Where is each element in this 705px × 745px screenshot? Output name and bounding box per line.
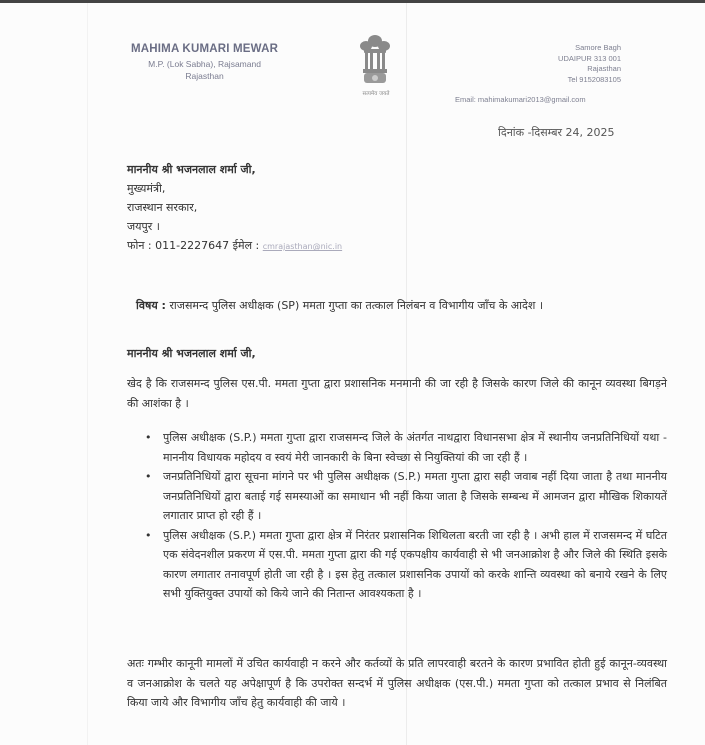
list-item — [143, 428, 667, 467]
list-item-text: जनप्रतिनिधियों द्वारा सूचना मांगने पर भी पुलिस अधीक्षक (S.P.) ममता गुप्ता द्वारा सही जवाब नहीं दिया जाता है तथा माननीय जनप्रतिनिधियों द्वारा बताई गई समस्याओं का समाधान भी नहीं किया जाता है जिसके सम्बन्ध में आमजन द्वारा मौखिक शिकायतें लगातार प्राप्त हो रही हैं । — [163, 470, 667, 522]
recipient-email-link[interactable]: cmrajasthan@nic.in — [262, 242, 343, 251]
fold-line-left — [87, 3, 88, 745]
subject-text: राजसमन्द पुलिस अधीक्षक (SP) ममता गुप्ता का तत्काल निलंबन व विभागीय जाँच के आदेश । — [169, 299, 544, 312]
recipient-address — [127, 160, 342, 256]
complaint-list — [143, 428, 667, 604]
intro-paragraph: खेद है कि राजसमन्द पुलिस एस.पी. ममता गुप्ता द्वारा प्रशासनिक मनमानी की जा रही है जिसके कारण जिले की कानून व्यवस्था बिगड़ने की आशंका है । — [127, 377, 667, 410]
sender-designation: M.P. (Lok Sabha), Rajsamand — [148, 59, 261, 69]
salutation: माननीय श्री भजनलाल शर्मा जी, — [127, 347, 256, 360]
emblem-caption: सत्यमेव जयते — [362, 91, 390, 97]
sender-name: MAHIMA KUMARI MEWAR — [131, 43, 279, 55]
recipient-title: मुख्यमंत्री, — [127, 182, 166, 195]
bullet-icon: • — [145, 431, 152, 444]
address-phone: Tel 9152083105 — [567, 74, 621, 84]
conclusion-paragraph: अतः गम्भीर कानूनी मामलों में उचित कार्यवाही न करने और कर्तव्यों के प्रति लापरवाही बरतने के कारण प्रभावित होती हुई कानून-व्यवस्था व जनआक्रोश के चलते यह अपेक्षापूर्ण है कि उपरोक्त सन्दर्भ में पुलिस अधीक्षक (एस.पी.) ममता गुप्ता को तत्काल प्रभाव से निलंबित किया जाये और विभागीय जाँच हेतु कार्यवाही की जाये । — [127, 657, 667, 709]
recipient-name: माननीय श्री भजनलाल शर्मा जी, — [127, 163, 256, 176]
subject-label: विषय : — [136, 299, 166, 312]
list-item-text: पुलिस अधीक्षक (S.P.) ममता गुप्ता द्वारा राजसमन्द जिले के अंतर्गत नाथद्वारा विधानसभा क्षेत्र में स्थानीय जनप्रतिनिधियों यथा - माननीय विधायक महोदय व स्वयं मेरी जानकारी के बिना स्वेच्छा से नियुक्तियां की जा रही हैं । — [163, 431, 667, 464]
subject-line — [136, 298, 543, 313]
state-emblem-icon — [355, 33, 395, 95]
letterhead-email: Email: mahimakumari2013@gmail.com — [455, 95, 586, 104]
letterhead-address — [558, 43, 621, 85]
address-line: UDAIPUR 313 001 — [558, 53, 621, 63]
recipient-government: राजस्थान सरकार, — [127, 201, 198, 214]
recipient-contact — [127, 236, 342, 256]
letter-page — [0, 3, 705, 745]
recipient-phone: फोन : 011-2227647 ईमेल : — [127, 239, 260, 252]
letterhead-sender — [131, 43, 278, 81]
list-item — [143, 467, 667, 526]
recipient-city: जयपुर । — [127, 220, 160, 233]
list-item — [143, 526, 667, 604]
address-line: Samore Bagh — [575, 43, 621, 52]
list-item-text: पुलिस अधीक्षक (S.P.) ममता गुप्ता द्वारा क्षेत्र में निरंतर प्रशासनिक शिथिलता बरती जा रही है । अभी हाल में राजसमन्द में घटित एक संवेदनशील प्रकरण में एस.पी. ममता गुप्ता द्वारा की गई एकपक्षीय कार्यवाही से भी जनआक्रोश है और जिले की स्थिति इसके कारण लगातार तनावपूर्ण होती जा रही है । इस हेतु तत्काल प्रशासनिक उपायों को करके शान्ति व्यवस्था को बनाये रखने के लिए सभी युक्तियुक्त उपायों को किये जाने की नितान्त आवश्यकता है । — [163, 528, 667, 600]
sender-state: Rajasthan — [185, 71, 224, 81]
address-line: Rajasthan — [587, 64, 621, 73]
bullet-icon: • — [145, 528, 152, 542]
letter-date: दिनांक -दिसम्बर 24, 2025 — [498, 126, 615, 139]
bullet-icon: • — [145, 470, 152, 483]
